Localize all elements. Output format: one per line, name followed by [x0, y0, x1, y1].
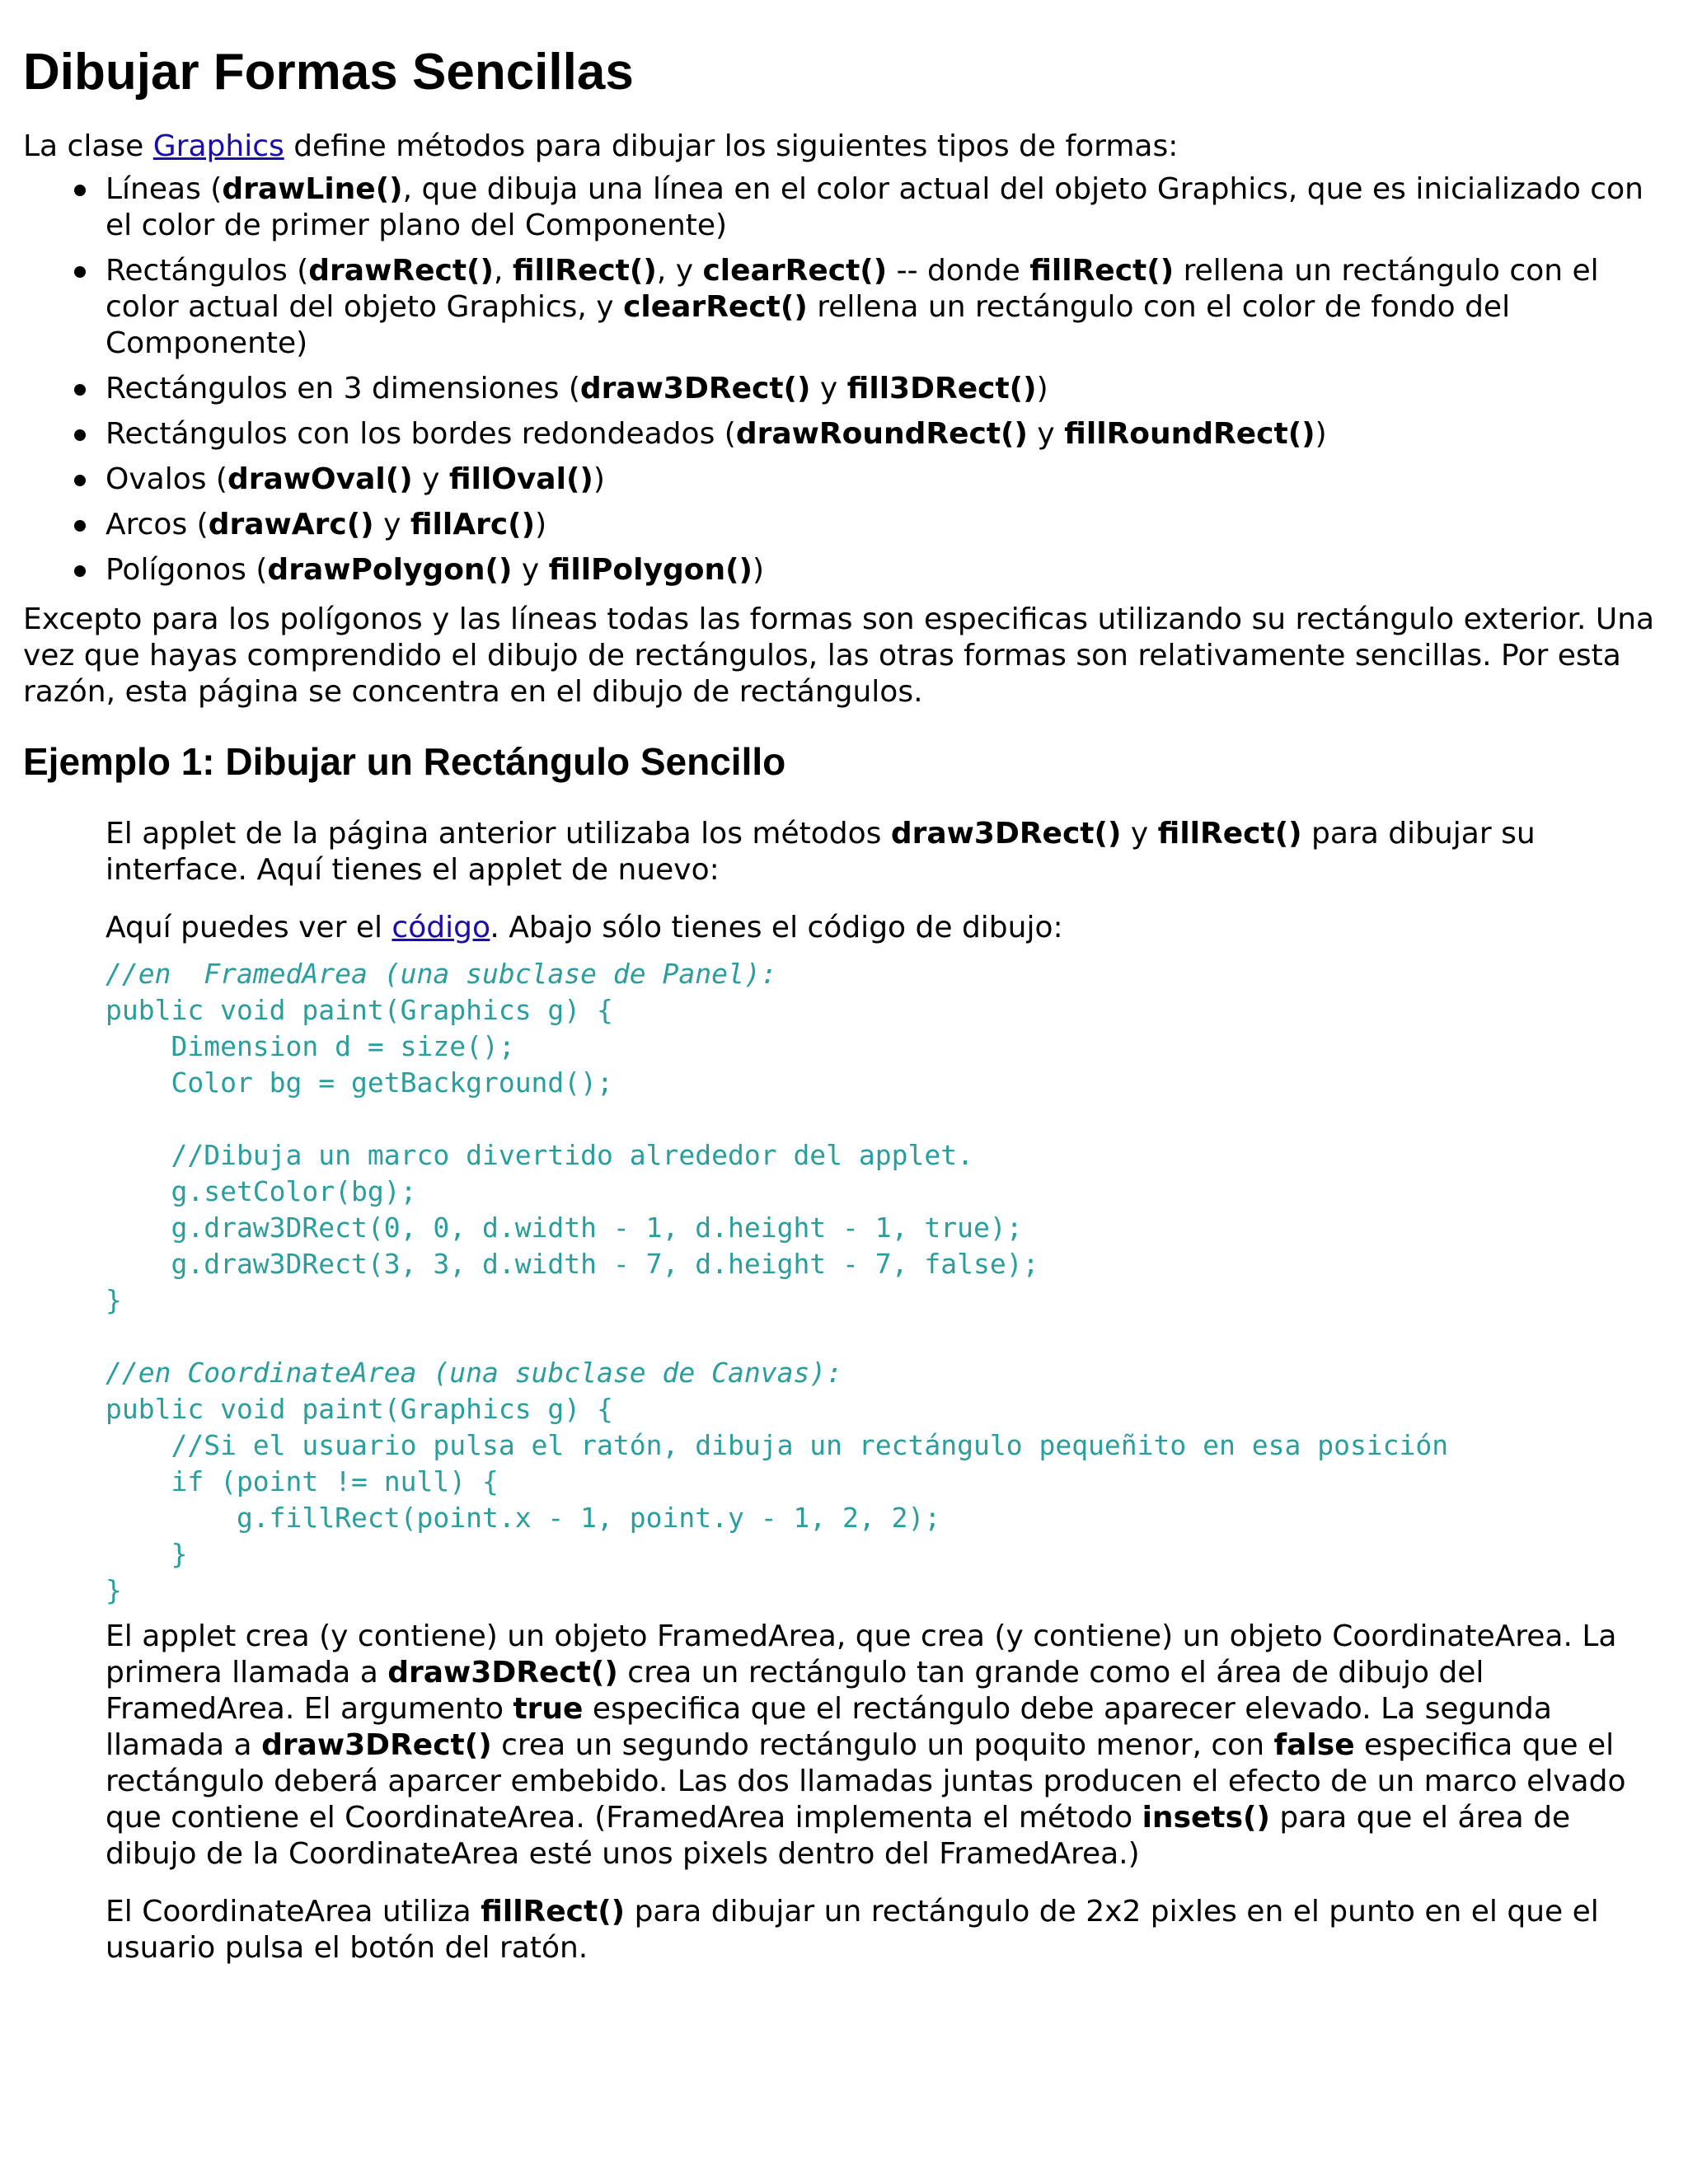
code-line: } [106, 1284, 122, 1316]
codigo-link[interactable]: código [392, 911, 490, 944]
code-line: } [106, 1574, 122, 1606]
method-name: draw3DRect() [261, 1728, 492, 1762]
text-segment: especifica que el rectángulo debe aparecer elevado. La segunda llamada a [106, 1692, 1552, 1762]
shape-list-item [106, 371, 1668, 407]
example-section [106, 816, 1647, 1966]
bullet-icon [74, 520, 86, 532]
text-segment: El applet crea (y contiene) un objeto FramedArea, que crea (y contiene) un objeto CoordinateArea. La primera llamada a [106, 1619, 1617, 1690]
code-line: if (point != null) { [106, 1465, 499, 1497]
bullet-icon [74, 475, 86, 486]
code-reference-paragraph [106, 910, 1647, 946]
method-name: fillRoundRect() [1064, 417, 1315, 451]
intro-paragraph [23, 129, 1668, 165]
text-segment: Polígonos ( [106, 553, 268, 587]
method-name: draw3DRect() [890, 817, 1122, 851]
method-name: fillArc() [410, 508, 536, 541]
method-name: fillRect() [1157, 817, 1302, 851]
text-segment: y [1027, 417, 1065, 451]
code-line: public void paint(Graphics g) { [106, 1393, 613, 1425]
applet-explanation-paragraph [106, 1619, 1647, 1872]
text-segment: y [512, 553, 549, 587]
text-segment: y [810, 372, 847, 405]
example-intro-paragraph [106, 816, 1647, 888]
method-name: true [513, 1692, 584, 1726]
code-line: Dimension d = size(); [106, 1030, 515, 1062]
code-line: g.setColor(bg); [106, 1175, 417, 1207]
shape-list-item [106, 171, 1668, 244]
text-segment: ) [1315, 417, 1327, 451]
code-ref-text-before-link: Aquí puedes ver el [106, 911, 392, 944]
method-name: insets() [1142, 1801, 1270, 1835]
method-name: fillPolygon() [548, 553, 753, 587]
method-name: fillRect() [512, 254, 657, 288]
method-name: drawLine() [222, 172, 403, 206]
method-name: drawRoundRect() [735, 417, 1028, 451]
method-name: drawPolygon() [267, 553, 513, 587]
text-segment: ) [753, 553, 765, 587]
document-page [23, 0, 1668, 1966]
intro-text-before-link: La clase [23, 129, 153, 163]
code-line [106, 1101, 1647, 1137]
page-title: Dibujar Formas Sencillas [23, 44, 634, 101]
bullet-icon [74, 266, 86, 278]
text-segment: rellena un rectángulo con el color de fondo del Componente) [106, 290, 1511, 360]
text-segment: y [1121, 817, 1158, 851]
text-segment: Rectángulos con los bordes redondeados ( [106, 417, 736, 451]
code-line: } [106, 1538, 188, 1570]
shape-list-item [106, 462, 1668, 498]
text-segment: rellena un rectángulo con el color actual del objeto Graphics, y [106, 254, 1599, 324]
shape-list-item [106, 253, 1668, 362]
text-segment: , [493, 254, 513, 288]
method-name: fillRect() [1029, 254, 1175, 288]
text-segment: El CoordinateArea utiliza [106, 1895, 481, 1929]
text-segment: , y [656, 254, 703, 288]
text-segment: ) [1036, 372, 1048, 405]
text-segment: ) [593, 462, 605, 496]
example-heading: Ejemplo 1: Dibujar un Rectángulo Sencillo [23, 740, 786, 783]
code-line [106, 1319, 1647, 1355]
text-segment: Rectángulos ( [106, 254, 309, 288]
text-segment: para dibujar un rectángulo de 2x2 pixles en el punto en el que el usuario pulsa el botón del ratón. [106, 1895, 1599, 1965]
method-name: clearRect() [623, 290, 808, 324]
method-name: drawArc() [208, 508, 374, 541]
rectangles-explanation-paragraph: Excepto para los polígonos y las líneas todas las formas son especificas utilizando su rectángulo exterior. Una vez que hayas comprendido el dibujo de rectángulos, las otras formas son relativamente sencillas. Por esta razón, esta página se concentra en el dibujo de rectángulos. [23, 602, 1655, 709]
text-segment: Arcos ( [106, 508, 209, 541]
text-segment: y [412, 462, 449, 496]
shapes-list [23, 171, 1668, 588]
text-segment: , que dibuja una línea en el color actual del objeto Graphics, que es inicializado con el color de primer plano del Componente) [106, 172, 1643, 242]
code-block [106, 956, 1647, 1609]
bullet-icon [74, 565, 86, 577]
bullet-icon [74, 429, 86, 441]
code-line: //en FramedArea (una subclase de Panel): [106, 958, 777, 990]
text-segment: y [373, 508, 410, 541]
text-segment: para que el área de dibujo de la CoordinateArea esté unos pixels dentro del FramedArea.) [106, 1801, 1571, 1871]
method-name: fillOval() [448, 462, 593, 496]
text-segment: crea un rectángulo tan grande como el área de dibujo del FramedArea. El argumento [106, 1656, 1484, 1726]
code-line: //en CoordinateArea (una subclase de Canvas): [106, 1357, 843, 1389]
method-name: drawRect() [308, 254, 494, 288]
bullet-icon [74, 185, 86, 196]
graphics-link[interactable]: Graphics [152, 129, 284, 163]
code-line: g.draw3DRect(3, 3, d.width - 7, d.height - 7, false); [106, 1248, 1039, 1280]
text-segment: Líneas ( [106, 172, 223, 206]
shape-list-item [106, 416, 1668, 452]
code-line: //Si el usuario pulsa el ratón, dibuja un rectángulo pequeñito en esa posición [106, 1429, 1449, 1461]
text-segment: Rectángulos en 3 dimensiones ( [106, 372, 580, 405]
text-segment: crea un segundo rectángulo un poquito menor, con [491, 1728, 1274, 1762]
text-segment: El applet de la página anterior utilizaba los métodos [106, 817, 891, 851]
shape-list-item [106, 507, 1668, 543]
shape-list-item [106, 552, 1668, 588]
code-ref-text-after-link: . Abajo sólo tienes el código de dibujo: [490, 911, 1063, 944]
coordinate-area-paragraph [106, 1894, 1647, 1966]
code-line: g.fillRect(point.x - 1, point.y - 1, 2, 2); [106, 1502, 941, 1534]
method-name: drawOval() [227, 462, 413, 496]
method-name: fill3DRect() [846, 372, 1037, 405]
method-name: draw3DRect() [579, 372, 811, 405]
method-name: draw3DRect() [387, 1656, 618, 1690]
method-name: false [1273, 1728, 1355, 1762]
method-name: fillRect() [481, 1895, 626, 1929]
text-segment: ) [535, 508, 547, 541]
method-name: clearRect() [702, 254, 888, 288]
text-segment: para dibujar su interface. Aquí tienes el applet de nuevo: [106, 817, 1536, 887]
code-line: Color bg = getBackground(); [106, 1066, 613, 1099]
text-segment: -- donde [887, 254, 1030, 288]
text-segment: especifica que el rectángulo deberá aparcer embebido. Las dos llamadas juntas producen el efecto de un marco elvado que contiene el CoordinateArea. (FramedArea implementa el método [106, 1728, 1626, 1835]
code-line: public void paint(Graphics g) { [106, 994, 613, 1026]
code-line: //Dibuja un marco divertido alrededor del applet. [106, 1139, 973, 1171]
bullet-icon [74, 384, 86, 396]
text-segment: Ovalos ( [106, 462, 227, 496]
intro-text-after-link: define métodos para dibujar los siguientes tipos de formas: [284, 129, 1179, 163]
code-line: g.draw3DRect(0, 0, d.width - 1, d.height - 1, true); [106, 1212, 1023, 1244]
